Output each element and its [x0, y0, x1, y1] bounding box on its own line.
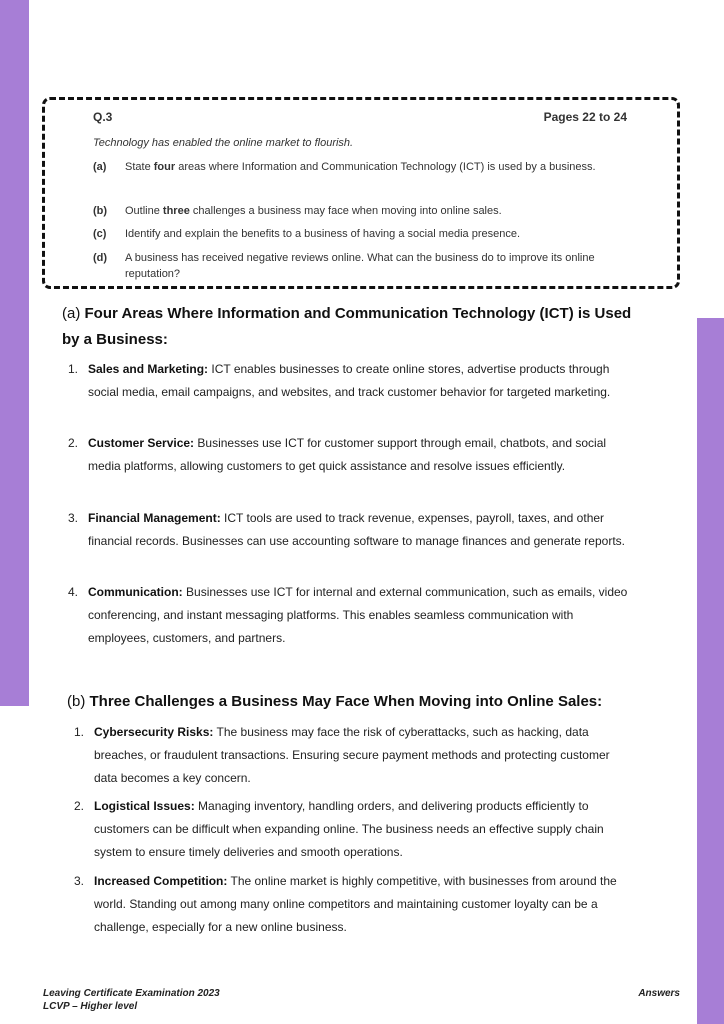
list-item: 4. Communication: Businesses use ICT for internal and external communication, such as emails, video conferencing, and instant messaging platforms. This enables seamless communication with employees, customers, and partners. [68, 585, 628, 645]
list-item: 1. Cybersecurity Risks: The business may face the risk of cyberattacks, such as hacking, data breaches, or fraudulent transactions. Ensuring secure payment methods and protecting customer data becomes a key concern. [74, 725, 610, 785]
footer-answers: Answers [638, 988, 680, 999]
footer-line-1: Leaving Certificate Examination 2023 [43, 988, 220, 999]
list-item: 2. Customer Service: Businesses use ICT for customer support through email, chatbots, and social media platforms, allowing customers to get quick assistance and resolve issues efficiently. [68, 436, 607, 473]
question-pages: Pages 22 to 24 [543, 110, 627, 124]
list-item: 1. Sales and Marketing: ICT enables businesses to create online stores, advertise products through social media, email campaigns, and websites, and track customer behavior for targeted marketing. [68, 362, 611, 399]
list-item: 3. Increased Competition: The online market is highly competitive, with businesses from around the world. Standing out among many online competitors and maintaining customer loyalty can be a challenge, especially for a new online business. [74, 874, 617, 934]
question-part-d: (d) A business has received negative reviews online. What can the business do to improve its online reputation? [93, 252, 595, 280]
question-part-b: (b) Outline three challenges a business may face when moving into online sales. [93, 205, 502, 217]
section-b-title: (b) Three Challenges a Business May Face When Moving into Online Sales: [67, 693, 603, 710]
right-accent-bar [697, 318, 724, 1024]
left-accent-bar [0, 0, 29, 706]
question-part-c: (c) Identify and explain the benefits to a business of having a social media presence. [93, 228, 521, 240]
section-a-title: (a) Four Areas Where Information and Communication Technology (ICT) is Used by a Business: [62, 305, 632, 348]
question-part-a: (a) State four areas where Information and Communication Technology (ICT) is used by a business. [93, 161, 596, 173]
list-item: 2. Logistical Issues: Managing inventory, handling orders, and delivering products efficiently to customers can be difficult when expanding online. The business needs an effective supply chain system to ensure timely deliveries and smooth operations. [74, 799, 604, 859]
question-intro: Technology has enabled the online market to flourish. [93, 137, 354, 149]
list-item: 3. Financial Management: ICT tools are used to track revenue, expenses, payroll, taxes, and other financial records. Businesses can use accounting software to manage finances and generate reports. [68, 511, 625, 548]
question-box [42, 97, 680, 289]
footer-exam [43, 987, 220, 1013]
question-number: Q.3 [93, 110, 113, 124]
footer-line-2: LCVP – Higher level [43, 1001, 138, 1012]
question-header [93, 110, 627, 124]
